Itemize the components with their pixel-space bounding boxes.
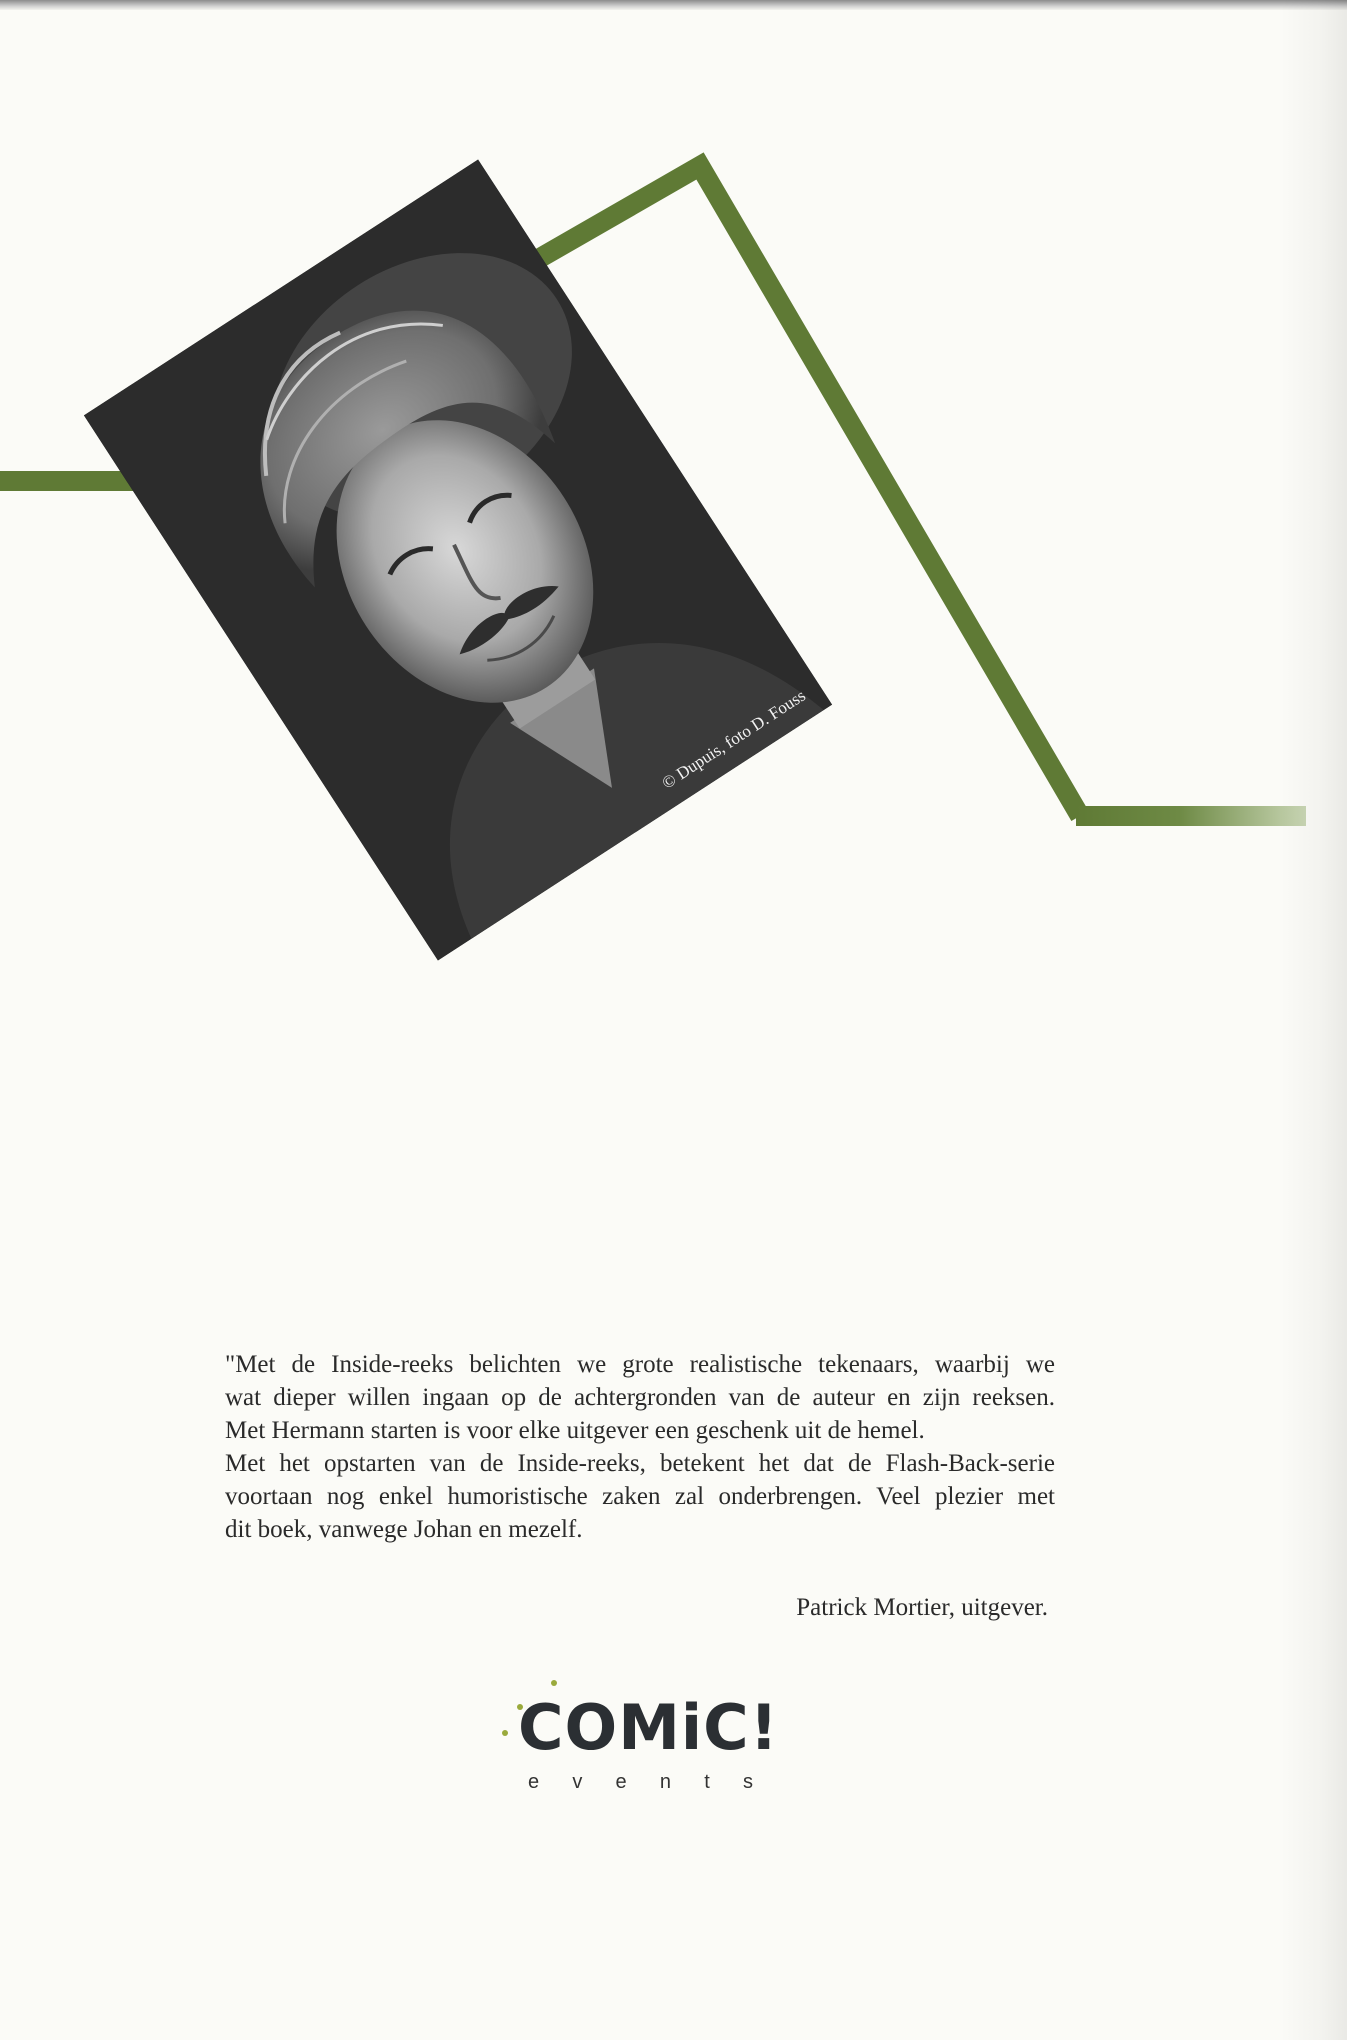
cover-right-edge: [1280, 0, 1347, 2040]
publisher-quote: [225, 1348, 1055, 1546]
quote-line: dit boek, vanwege Johan en mezelf.: [225, 1516, 583, 1543]
logo-letter: t: [704, 1771, 710, 1793]
logo-letter: n: [659, 1771, 671, 1793]
quote-line: Met het opstarten van de Inside-reeks, betekent het dat de Flash-Back-serie: [225, 1450, 1055, 1477]
quote-line: Met Hermann starten is voor elke uitgever een geschenk uit de hemel.: [225, 1417, 925, 1444]
quote-line: voortaan nog enkel humoristische zaken zal onderbrengen. Veel plezier met: [225, 1483, 1055, 1510]
logo-letter: e: [528, 1771, 540, 1793]
comic-events-logo: [488, 1675, 788, 1815]
quote-line: "Met de Inside-reeks belichten we grote realistische tekenaars, waarbij we: [225, 1351, 1055, 1378]
quote-signature: Patrick Mortier, uitgever.: [796, 1594, 1048, 1621]
logo-wordmark: COMiC!: [518, 1691, 779, 1764]
photo-credit: © Dupuis, foto D. Fouss: [658, 685, 809, 793]
logo-letter: s: [742, 1771, 753, 1793]
logo-letter: v: [572, 1771, 583, 1793]
logo-letter: e: [615, 1771, 627, 1793]
quote-line: wat dieper willen ingaan op de achtergronden van de auteur en zijn reeksen.: [225, 1384, 1055, 1411]
logo-subtitle: [528, 1771, 753, 1794]
